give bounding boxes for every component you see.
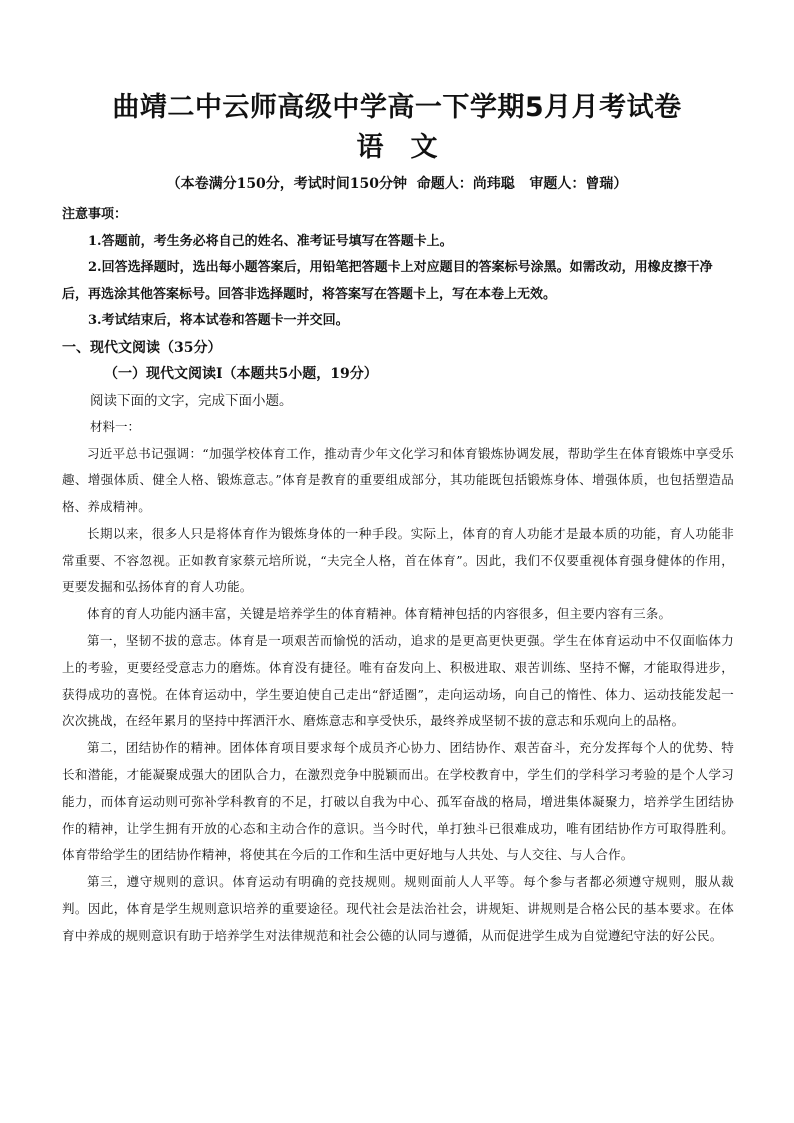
section-heading: 一、现代文阅读（35分） — [62, 339, 222, 356]
notice-title: 注意事项： — [62, 207, 128, 222]
exam-title: 曲靖二中云师高级中学高一下学期5月月考试卷 — [112, 92, 682, 123]
notice-item: 3.考试结束后，将本试卷和答题卡一并交回。 — [88, 313, 349, 328]
passage-paragraph: 第三，遵守规则的意识。体育运动有明确的竞技规则。规则面前人人平等。每个参与者都必须遵守规则，服从裁判。因此，体育是学生规则意识培养的重要途径。现代社会是法治社会，讲规矩、讲规则是合格公民的基本要求。在体育中养成的规则意识有助于培养学生对法律规范和社会公德的认同与遵循，从而促进学生成为自觉遵纪守法的好公民。 — [62, 874, 734, 943]
exam-body — [62, 202, 734, 950]
passage-paragraph: 习近平总书记强调：“加强学校体育工作，推动青少年文化学习和体育锻炼协调发展，帮助学生在体育锻炼中享受乐趣、增强体质、健全人格、锻炼意志。”体育是教育的重要组成部分，其功能既包括锻炼身体、增强体质，也包括塑造品格、养成精神。 — [62, 445, 734, 515]
notice-item: 1.答题前，考生务必将自己的姓名、准考证号填写在答题卡上。 — [88, 233, 453, 249]
passage-paragraph: 长期以来，很多人只是将体育作为锻炼身体的一种手段。实际上，体育的育人功能才是最本质的功能，育人功能非常重要、不容忽视。正如教育家蔡元培所说，“夫完全人格，首在体育”。因此，我们不仅要重视体育强身健体的作用，更要发掘和弘扬体育的育人功能。 — [62, 525, 734, 595]
subsection-heading: （一）现代文阅读Ⅰ（本题共5小题，19分） — [104, 366, 378, 382]
passage-paragraph: 体育的育人功能内涵丰富，关键是培养学生的体育精神。体育精神包括的内容很多，但主要内容有三条。 — [87, 606, 672, 622]
material-label: 材料一： — [90, 419, 141, 434]
notice-item: 2.回答选择题时，选出每小题答案后，用铅笔把答题卡上对应题目的答案标号涂黑。如需改动，用橡皮擦干净后，再选涂其他答案标号。回答非选择题时，将答案写在答题卡上，写在本卷上无效。 — [62, 260, 713, 302]
reading-instruction: 阅读下面的文字，完成下面小题。 — [90, 392, 293, 409]
passage-paragraph: 第二，团结协作的精神。团体体育项目要求每个成员齐心协力、团结协作、艰苦奋斗，充分发挥每个人的优势、特长和潜能，才能凝聚成强大的团队合力，在激烈竞争中脱颖而出。在学校教育中，学生们的学科学习考验的是个人学习能力，而体育运动则可弥补学科教育的不足，打破以自我为中心、孤军奋战的格局，增进集体凝聚力，培养学生团结协作的精神，让学生拥有开放的心态和主动合作的意识。当今时代，单打独斗已很难成功，唯有团结协作方可取得胜利。体育带给学生的团结协作精神，将使其在今后的工作和生活中更好地与人共处、与人交往、与人合作。 — [62, 740, 734, 863]
subject-title: 语 文 — [356, 132, 438, 163]
exam-info: （本卷满分150分，考试时间150分钟 命题人：尚玮聪 审题人：曾瑞） — [166, 176, 628, 192]
passage-paragraph: 第一，坚韧不拔的意志。体育是一项艰苦而愉悦的活动，追求的是更高更快更强。学生在体育运动中不仅面临体力上的考验，更要经受意志力的磨炼。体育没有捷径。唯有奋发向上、积极进取、艰苦训练、坚持不懈，才能取得进步，获得成功的喜悦。在体育运动中，学生要迫使自己走出“舒适圈”，走向运动场，向自己的惰性、体力、运动技能发起一次次挑战，在经年累月的坚持中挥洒汗水、磨炼意志和享受快乐，最终养成坚韧不拔的意志和乐观向上的品格。 — [62, 633, 734, 729]
